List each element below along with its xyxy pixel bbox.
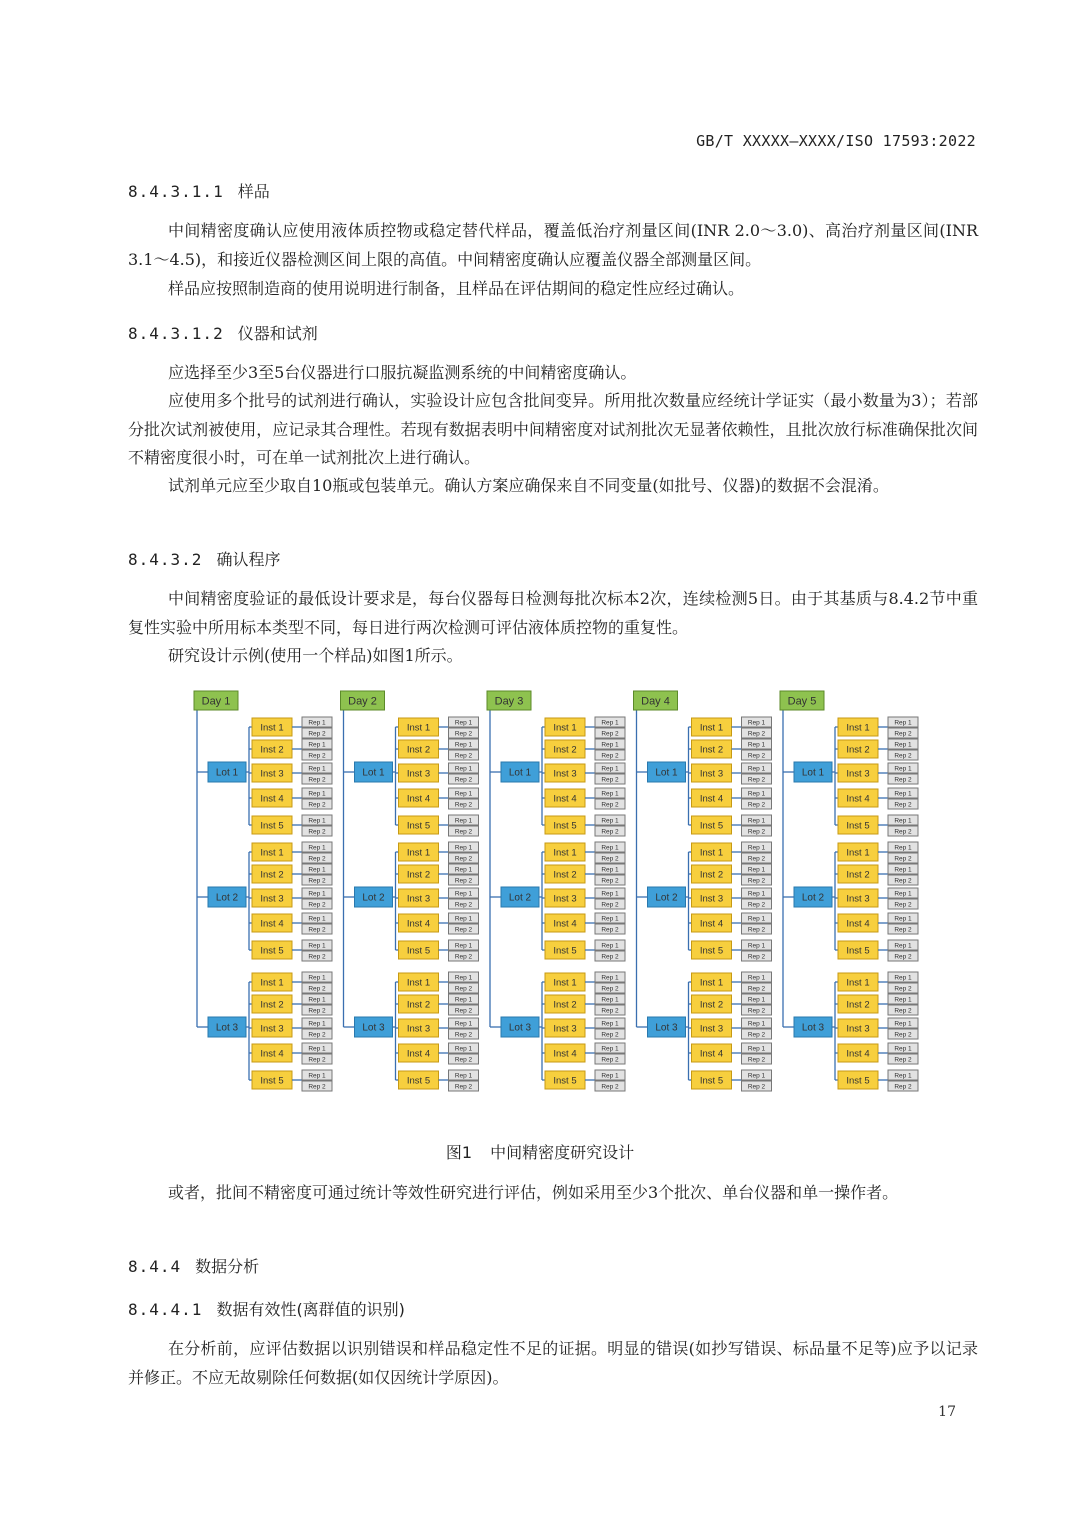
- inst-box-label: Inst 5: [260, 1075, 284, 1087]
- inst-box-label: Inst 2: [846, 869, 870, 881]
- inst-box-label: Inst 3: [699, 893, 724, 905]
- section-heading-8-4-3-2: [128, 547, 280, 570]
- rep-box-label: Rep 2: [747, 752, 766, 760]
- rep-box-label: Rep 1: [601, 1020, 619, 1028]
- rep-box-label: Rep 2: [601, 953, 619, 961]
- rep-box-label: Rep 2: [454, 877, 473, 885]
- rep-box-label: Rep 1: [308, 1020, 326, 1028]
- page-number: 17: [938, 1404, 956, 1420]
- inst-box-label: Inst 4: [553, 1048, 577, 1060]
- day-box-label: Day 1: [201, 695, 231, 708]
- rep-box-label: Rep 1: [308, 996, 326, 1004]
- inst-box-label: Inst 3: [406, 893, 431, 905]
- section-title: 样品: [237, 182, 270, 201]
- rep-box-label: Rep 1: [454, 719, 473, 727]
- lot-box-label: Lot 3: [508, 1022, 532, 1034]
- lot-box-label: Lot 3: [362, 1022, 385, 1034]
- rep-box-label: Rep 2: [308, 953, 326, 961]
- rep-box-label: Rep 1: [308, 942, 326, 950]
- day-box-label: Day 3: [494, 695, 524, 708]
- rep-box-label: Rep 2: [747, 985, 766, 993]
- lot-box-label: Lot 1: [215, 767, 239, 779]
- inst-box-label: Inst 1: [553, 722, 577, 734]
- inst-box-label: Inst 5: [553, 1075, 577, 1087]
- inst-box-label: Inst 1: [699, 847, 724, 859]
- rep-box-label: Rep 2: [747, 855, 766, 863]
- rep-box-label: Rep 1: [747, 942, 766, 950]
- rep-box-label: Rep 2: [308, 985, 326, 993]
- rep-box-label: Rep 2: [308, 855, 326, 863]
- rep-box-label: Rep 1: [308, 817, 326, 825]
- figure-caption: [0, 1140, 1080, 1163]
- inst-box-label: Inst 3: [260, 1023, 284, 1035]
- inst-box-label: Inst 4: [260, 1048, 284, 1060]
- inst-box-label: Inst 2: [260, 869, 284, 881]
- inst-box-label: Inst 3: [846, 893, 870, 905]
- lot-box-label: Lot 3: [655, 1022, 678, 1034]
- document-header: GB/T XXXXX—XXXX/ISO 17593:2022: [696, 132, 976, 150]
- paragraph: 应选择至少3至5台仪器进行口服抗凝监测系统的中间精密度确认。: [168, 363, 637, 382]
- inst-box-label: Inst 3: [553, 893, 577, 905]
- inst-box-label: Inst 2: [260, 744, 284, 756]
- lot-box-label: Lot 3: [801, 1022, 825, 1034]
- inst-box-label: Inst 2: [406, 869, 431, 881]
- rep-box-label: Rep 1: [894, 1045, 912, 1053]
- section-title: 数据分析: [195, 1257, 260, 1276]
- rep-box-label: Rep 1: [601, 890, 619, 898]
- rep-box-label: Rep 2: [601, 828, 619, 836]
- inst-box-label: Inst 4: [699, 793, 724, 805]
- rep-box-label: Rep 1: [894, 1072, 912, 1080]
- inst-box-label: Inst 1: [553, 847, 577, 859]
- rep-box-label: Rep 2: [894, 855, 912, 863]
- lot-box-label: Lot 1: [508, 767, 532, 779]
- inst-box-label: Inst 1: [260, 722, 284, 734]
- rep-box-label: Rep 1: [454, 817, 473, 825]
- rep-box-label: Rep 2: [894, 1031, 912, 1039]
- rep-box-label: Rep 1: [308, 890, 326, 898]
- inst-box-label: Inst 2: [260, 999, 284, 1011]
- section-number: 8.4.3.2: [128, 550, 203, 569]
- lot-box-label: Lot 2: [508, 892, 532, 904]
- rep-box-label: Rep 1: [454, 866, 473, 874]
- rep-box-label: Rep 1: [454, 1020, 473, 1028]
- rep-box-label: Rep 2: [454, 855, 473, 863]
- rep-box-label: Rep 1: [454, 996, 473, 1004]
- lot-box-label: Lot 1: [801, 767, 825, 779]
- rep-box-label: Rep 2: [454, 926, 473, 934]
- inst-box-label: Inst 1: [846, 847, 870, 859]
- rep-box-label: Rep 1: [454, 974, 473, 982]
- rep-box-label: Rep 2: [308, 877, 326, 885]
- rep-box-label: Rep 1: [894, 942, 912, 950]
- rep-box-label: Rep 2: [747, 776, 766, 784]
- rep-box-label: Rep 2: [454, 730, 473, 738]
- section-heading-8-4-4-1: [128, 1297, 405, 1320]
- inst-box-label: Inst 4: [846, 918, 870, 930]
- paragraph: 试剂单元应至少取自10瓶或包装单元。确认方案应确保来自不同变量(如批号、仪器)的数据不会混淆。: [168, 476, 889, 495]
- figure-title: 中间精密度研究设计: [490, 1143, 635, 1162]
- rep-box-label: Rep 1: [601, 765, 619, 773]
- inst-box-label: Inst 4: [846, 1048, 870, 1060]
- rep-box-label: Rep 1: [747, 1045, 766, 1053]
- section-title: 仪器和试剂: [237, 324, 318, 343]
- inst-box-label: Inst 2: [699, 999, 724, 1011]
- inst-box-label: Inst 3: [553, 768, 577, 780]
- rep-box-label: Rep 2: [454, 1056, 473, 1064]
- lot-box-label: Lot 2: [362, 892, 385, 904]
- rep-box-label: Rep 2: [454, 752, 473, 760]
- rep-box-label: Rep 2: [601, 877, 619, 885]
- inst-box-label: Inst 3: [260, 893, 284, 905]
- rep-box-label: Rep 2: [601, 752, 619, 760]
- section-title: 数据有效性(离群值的识别): [216, 1300, 405, 1319]
- rep-box-label: Rep 2: [747, 953, 766, 961]
- paragraph: 中间精密度确认应使用液体质控物或稳定替代样品，覆盖低治疗剂量区间(INR 2.0～3.0)、高治疗剂量区间(INR 3.1～4.5)，和接近仪器检测区间上限的高值。中间精密度确认应覆盖仪器全部测量区间。: [128, 221, 978, 269]
- rep-box-label: Rep 1: [894, 915, 912, 923]
- rep-box-label: Rep 2: [601, 855, 619, 863]
- inst-box-label: Inst 3: [846, 1023, 870, 1035]
- rep-box-label: Rep 1: [747, 765, 766, 773]
- rep-box-label: Rep 2: [601, 1083, 619, 1091]
- rep-box-label: Rep 1: [454, 1045, 473, 1053]
- rep-box-label: Rep 2: [308, 1031, 326, 1039]
- rep-box-label: Rep 1: [601, 915, 619, 923]
- inst-box-label: Inst 5: [699, 820, 724, 832]
- rep-box-label: Rep 2: [601, 985, 619, 993]
- rep-box-label: Rep 2: [454, 901, 473, 909]
- rep-box-label: Rep 1: [601, 942, 619, 950]
- rep-box-label: Rep 1: [308, 765, 326, 773]
- rep-box-label: Rep 2: [894, 953, 912, 961]
- rep-box-label: Rep 1: [747, 719, 766, 727]
- inst-box-label: Inst 5: [846, 945, 870, 957]
- rep-box-label: Rep 2: [747, 877, 766, 885]
- rep-box-label: Rep 2: [601, 776, 619, 784]
- inst-box-label: Inst 4: [260, 793, 284, 805]
- rep-box-label: Rep 2: [894, 730, 912, 738]
- inst-box-label: Inst 3: [699, 1023, 724, 1035]
- rep-box-label: Rep 2: [747, 926, 766, 934]
- rep-box-label: Rep 1: [894, 844, 912, 852]
- rep-box-label: Rep 1: [747, 844, 766, 852]
- day-box-label: Day 5: [787, 695, 817, 708]
- rep-box-label: Rep 2: [894, 877, 912, 885]
- rep-box-label: Rep 1: [894, 866, 912, 874]
- lot-box-label: Lot 2: [215, 892, 239, 904]
- inst-box-label: Inst 3: [406, 1023, 431, 1035]
- inst-box-label: Inst 5: [846, 1075, 870, 1087]
- inst-box-label: Inst 1: [260, 847, 284, 859]
- rep-box-label: Rep 1: [454, 741, 473, 749]
- rep-box-label: Rep 1: [601, 844, 619, 852]
- rep-box-label: Rep 2: [601, 1007, 619, 1015]
- inst-box-label: Inst 3: [553, 1023, 577, 1035]
- day-box-label: Day 2: [348, 695, 377, 708]
- inst-box-label: Inst 5: [260, 820, 284, 832]
- rep-box-label: Rep 2: [601, 801, 619, 809]
- section-number: 8.4.3.1.1: [128, 182, 224, 201]
- rep-box-label: Rep 2: [747, 1083, 766, 1091]
- rep-box-label: Rep 2: [894, 1083, 912, 1091]
- inst-box-label: Inst 4: [406, 1048, 431, 1060]
- rep-box-label: Rep 1: [454, 915, 473, 923]
- inst-box-label: Inst 1: [406, 977, 431, 989]
- rep-box-label: Rep 2: [308, 801, 326, 809]
- rep-box-label: Rep 1: [894, 1020, 912, 1028]
- rep-box-label: Rep 1: [308, 866, 326, 874]
- inst-box-label: Inst 2: [406, 999, 431, 1011]
- rep-box-label: Rep 1: [894, 790, 912, 798]
- rep-box-label: Rep 1: [601, 974, 619, 982]
- rep-box-label: Rep 1: [894, 890, 912, 898]
- rep-box-label: Rep 2: [308, 828, 326, 836]
- rep-box-label: Rep 1: [747, 915, 766, 923]
- rep-box-label: Rep 1: [894, 765, 912, 773]
- lot-box-label: Lot 2: [801, 892, 825, 904]
- rep-box-label: Rep 2: [894, 901, 912, 909]
- inst-box-label: Inst 2: [406, 744, 431, 756]
- rep-box-label: Rep 2: [601, 730, 619, 738]
- study-design-diagram: [192, 685, 922, 1095]
- rep-box-label: Rep 2: [308, 1007, 326, 1015]
- rep-box-label: Rep 1: [308, 719, 326, 727]
- rep-box-label: Rep 2: [308, 926, 326, 934]
- rep-box-label: Rep 2: [747, 730, 766, 738]
- lot-box-label: Lot 3: [215, 1022, 239, 1034]
- paragraph: 应使用多个批号的试剂进行确认，实验设计应包含批间变异。所用批次数量应经统计学证实（最小数量为3）；若部分批次试剂被使用，应记录其合理性。若现有数据表明中间精密度对试剂批次无显著依赖性，且批次放行标准确保批次间不精密度很小时，可在单一试剂批次上进行确认。: [128, 391, 978, 467]
- inst-box-label: Inst 4: [699, 918, 724, 930]
- inst-box-label: Inst 2: [699, 744, 724, 756]
- inst-box-label: Inst 4: [406, 793, 431, 805]
- rep-box-label: Rep 2: [601, 926, 619, 934]
- inst-box-label: Inst 2: [699, 869, 724, 881]
- lot-box-label: Lot 1: [655, 767, 678, 779]
- inst-box-label: Inst 5: [260, 945, 284, 957]
- paragraph: 研究设计示例(使用一个样品)如图1所示。: [168, 646, 463, 665]
- rep-box-label: Rep 2: [454, 985, 473, 993]
- inst-box-label: Inst 3: [260, 768, 284, 780]
- inst-box-label: Inst 5: [699, 945, 724, 957]
- rep-box-label: Rep 2: [747, 1056, 766, 1064]
- rep-box-label: Rep 2: [601, 1056, 619, 1064]
- paragraph: 中间精密度验证的最低设计要求是，每台仪器每日检测每批次标本2次，连续检测5日。由于其基质与8.4.2节中重复性实验中所用标本类型不同，每日进行两次检测可评估液体质控物的重复性。: [128, 589, 978, 637]
- rep-box-label: Rep 2: [747, 801, 766, 809]
- rep-box-label: Rep 1: [454, 790, 473, 798]
- rep-box-label: Rep 1: [308, 844, 326, 852]
- rep-box-label: Rep 2: [894, 1007, 912, 1015]
- section-number: 8.4.3.1.2: [128, 324, 224, 343]
- inst-box-label: Inst 5: [406, 820, 431, 832]
- rep-box-label: Rep 2: [747, 901, 766, 909]
- inst-box-label: Inst 2: [553, 869, 577, 881]
- inst-box-label: Inst 4: [846, 793, 870, 805]
- rep-box-label: Rep 1: [601, 790, 619, 798]
- day-box-label: Day 4: [641, 695, 670, 708]
- rep-box-label: Rep 1: [308, 1045, 326, 1053]
- inst-box-label: Inst 1: [846, 722, 870, 734]
- inst-box-label: Inst 1: [406, 722, 431, 734]
- rep-box-label: Rep 2: [454, 1083, 473, 1091]
- rep-box-label: Rep 1: [894, 817, 912, 825]
- rep-box-label: Rep 1: [601, 741, 619, 749]
- section-number: 8.4.4: [128, 1257, 182, 1276]
- rep-box-label: Rep 2: [894, 985, 912, 993]
- rep-box-label: Rep 2: [747, 1007, 766, 1015]
- rep-box-label: Rep 1: [308, 915, 326, 923]
- rep-box-label: Rep 1: [308, 1072, 326, 1080]
- rep-box-label: Rep 1: [601, 866, 619, 874]
- inst-box-label: Inst 5: [406, 945, 431, 957]
- rep-box-label: Rep 1: [747, 790, 766, 798]
- section-heading-8-4-3-1-2: [128, 321, 318, 344]
- rep-box-label: Rep 1: [308, 741, 326, 749]
- paragraph: 或者，批间不精密度可通过统计等效性研究进行评估，例如采用至少3个批次、单台仪器和单一操作者。: [168, 1183, 899, 1202]
- section-number: 8.4.4.1: [128, 1300, 203, 1319]
- inst-box-label: Inst 3: [406, 768, 431, 780]
- rep-box-label: Rep 1: [894, 719, 912, 727]
- inst-box-label: Inst 1: [553, 977, 577, 989]
- inst-box-label: Inst 4: [406, 918, 431, 930]
- inst-box-label: Inst 4: [260, 918, 284, 930]
- rep-box-label: Rep 1: [454, 942, 473, 950]
- rep-box-label: Rep 2: [454, 801, 473, 809]
- inst-box-label: Inst 2: [553, 999, 577, 1011]
- inst-box-label: Inst 1: [406, 847, 431, 859]
- paragraph: 样品应按照制造商的使用说明进行制备，且样品在评估期间的稳定性应经过确认。: [168, 279, 745, 298]
- rep-box-label: Rep 1: [601, 817, 619, 825]
- rep-box-label: Rep 2: [308, 752, 326, 760]
- rep-box-label: Rep 2: [894, 828, 912, 836]
- section-heading-8-4-3-1-1: [128, 179, 270, 202]
- rep-box-label: Rep 1: [747, 741, 766, 749]
- rep-box-label: Rep 1: [454, 844, 473, 852]
- inst-box-label: Inst 3: [846, 768, 870, 780]
- rep-box-label: Rep 1: [747, 1072, 766, 1080]
- inst-box-label: Inst 5: [699, 1075, 724, 1087]
- inst-box-label: Inst 5: [553, 945, 577, 957]
- rep-box-label: Rep 1: [601, 1072, 619, 1080]
- rep-box-label: Rep 1: [601, 996, 619, 1004]
- inst-box-label: Inst 1: [699, 722, 724, 734]
- section-heading-8-4-4: [128, 1254, 259, 1277]
- rep-box-label: Rep 2: [894, 752, 912, 760]
- inst-box-label: Inst 4: [553, 793, 577, 805]
- rep-box-label: Rep 2: [454, 828, 473, 836]
- rep-box-label: Rep 1: [747, 817, 766, 825]
- rep-box-label: Rep 1: [747, 866, 766, 874]
- rep-box-label: Rep 1: [747, 1020, 766, 1028]
- inst-box-label: Inst 4: [699, 1048, 724, 1060]
- inst-box-label: Inst 4: [553, 918, 577, 930]
- inst-box-label: Inst 2: [553, 744, 577, 756]
- inst-box-label: Inst 5: [846, 820, 870, 832]
- inst-box-label: Inst 2: [846, 744, 870, 756]
- rep-box-label: Rep 2: [894, 926, 912, 934]
- rep-box-label: Rep 2: [454, 953, 473, 961]
- rep-box-label: Rep 1: [747, 890, 766, 898]
- inst-box-label: Inst 5: [553, 820, 577, 832]
- rep-box-label: Rep 2: [308, 1083, 326, 1091]
- figure-label: 图1: [445, 1143, 473, 1162]
- rep-box-label: Rep 2: [747, 1031, 766, 1039]
- rep-box-label: Rep 1: [308, 790, 326, 798]
- inst-box-label: Inst 1: [699, 977, 724, 989]
- rep-box-label: Rep 1: [747, 974, 766, 982]
- rep-box-label: Rep 2: [308, 901, 326, 909]
- rep-box-label: Rep 2: [747, 828, 766, 836]
- rep-box-label: Rep 1: [454, 765, 473, 773]
- lot-box-label: Lot 1: [362, 767, 385, 779]
- rep-box-label: Rep 2: [894, 1056, 912, 1064]
- inst-box-label: Inst 1: [846, 977, 870, 989]
- inst-box-label: Inst 3: [699, 768, 724, 780]
- rep-box-label: Rep 2: [894, 776, 912, 784]
- rep-box-label: Rep 2: [894, 801, 912, 809]
- rep-box-label: Rep 1: [454, 1072, 473, 1080]
- paragraph: 在分析前，应评估数据以识别错误和样品稳定性不足的证据。明显的错误(如抄写错误、标品量不足等)应予以记录并修正。不应无故剔除任何数据(如仅因统计学原因)。: [128, 1339, 978, 1387]
- rep-box-label: Rep 2: [308, 776, 326, 784]
- rep-box-label: Rep 1: [747, 996, 766, 1004]
- rep-box-label: Rep 2: [308, 730, 326, 738]
- rep-box-label: Rep 1: [894, 996, 912, 1004]
- inst-box-label: Inst 2: [846, 999, 870, 1011]
- rep-box-label: Rep 2: [601, 1031, 619, 1039]
- rep-box-label: Rep 2: [601, 901, 619, 909]
- rep-box-label: Rep 2: [454, 1007, 473, 1015]
- inst-box-label: Inst 1: [260, 977, 284, 989]
- rep-box-label: Rep 1: [308, 974, 326, 982]
- lot-box-label: Lot 2: [655, 892, 678, 904]
- rep-box-label: Rep 1: [601, 1045, 619, 1053]
- rep-box-label: Rep 2: [454, 776, 473, 784]
- rep-box-label: Rep 2: [308, 1056, 326, 1064]
- section-title: 确认程序: [216, 550, 281, 569]
- rep-box-label: Rep 2: [454, 1031, 473, 1039]
- rep-box-label: Rep 1: [601, 719, 619, 727]
- rep-box-label: Rep 1: [894, 974, 912, 982]
- rep-box-label: Rep 1: [894, 741, 912, 749]
- inst-box-label: Inst 5: [406, 1075, 431, 1087]
- rep-box-label: Rep 1: [454, 890, 473, 898]
